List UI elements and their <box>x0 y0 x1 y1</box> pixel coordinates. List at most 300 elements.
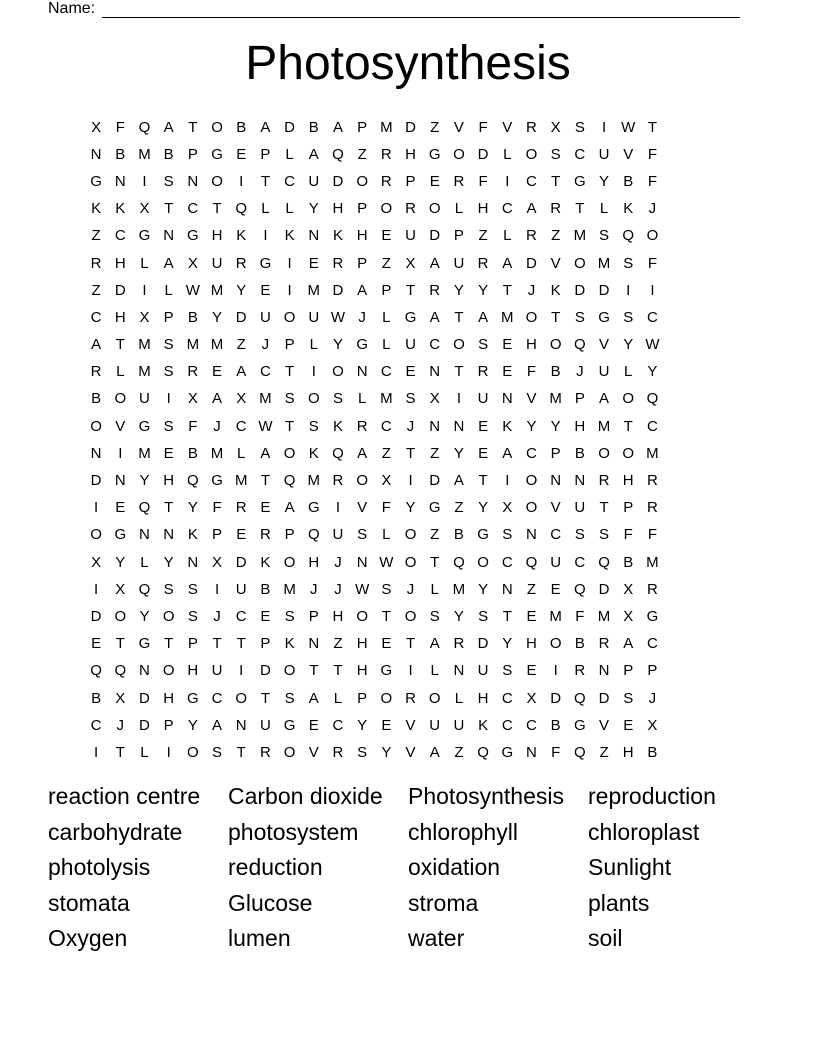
grid-letter: Q <box>574 580 586 598</box>
grid-letter: Z <box>430 526 440 544</box>
grid-letter: M <box>186 336 200 354</box>
grid-letter: S <box>502 662 513 680</box>
grid-letter: N <box>187 172 199 190</box>
grid-letter: R <box>380 145 392 163</box>
grid-letter: U <box>139 390 150 408</box>
grid-letter: P <box>623 662 634 680</box>
grid-letter: Q <box>187 472 199 490</box>
grid-row <box>84 522 665 549</box>
grid-letter: N <box>356 553 368 571</box>
grid-letter: K <box>284 227 295 245</box>
grid-letter: T <box>381 607 391 625</box>
grid-row <box>84 196 665 223</box>
grid-letter: J <box>213 417 221 435</box>
grid-letter: D <box>405 118 416 136</box>
grid-letter: N <box>356 363 368 381</box>
grid-letter: J <box>648 689 657 707</box>
grid-letter: D <box>235 553 247 571</box>
grid-letter: M <box>307 281 321 299</box>
grid-letter: N <box>308 635 320 653</box>
grid-letter: J <box>406 580 415 598</box>
grid-letter: G <box>307 499 320 517</box>
grid-letter: O <box>477 553 489 571</box>
grid-letter: I <box>335 499 341 517</box>
grid-letter: N <box>598 662 610 680</box>
grid-letter: M <box>210 444 224 462</box>
grid-letter: I <box>142 281 147 299</box>
grid-letter: I <box>166 743 171 761</box>
grid-letter: R <box>405 200 416 218</box>
grid-letter: E <box>381 227 392 245</box>
grid-letter: U <box>598 363 610 381</box>
grid-letter: R <box>453 635 465 653</box>
word-bank-item: reduction <box>228 854 323 880</box>
grid-letter: P <box>453 227 464 245</box>
grid-letter: S <box>163 580 174 598</box>
grid-letter: C <box>501 553 513 571</box>
grid-letter: S <box>599 526 610 544</box>
grid-letter: G <box>138 417 151 435</box>
grid-letter: S <box>284 689 295 707</box>
grid-letter: M <box>138 145 151 163</box>
grid-letter: O <box>187 743 199 761</box>
grid-row <box>84 576 665 603</box>
grid-letter: C <box>429 336 441 354</box>
grid-letter: H <box>114 254 126 272</box>
grid-row <box>84 168 665 195</box>
grid-letter: K <box>478 716 489 734</box>
grid-letter: L <box>357 390 367 408</box>
grid-letter: C <box>646 417 658 435</box>
word-bank-item: water <box>408 925 465 951</box>
grid-letter: C <box>235 607 247 625</box>
grid-letter: D <box>332 172 344 190</box>
grid-letter: O <box>332 363 344 381</box>
grid-letter: X <box>91 553 102 571</box>
grid-letter: R <box>405 689 416 707</box>
grid-letter: I <box>650 281 655 299</box>
grid-letter: R <box>90 363 102 381</box>
grid-letter: L <box>503 227 512 245</box>
grid-letter: D <box>550 689 562 707</box>
grid-letter: F <box>526 363 537 381</box>
grid-letter: K <box>284 635 295 653</box>
grid-letter: N <box>501 580 513 598</box>
grid-letter: N <box>308 227 320 245</box>
grid-letter: F <box>647 145 657 163</box>
grid-letter: O <box>404 607 417 625</box>
grid-letter: T <box>551 172 561 190</box>
grid-letter: B <box>308 118 319 136</box>
grid-letter: S <box>357 526 368 544</box>
grid-letter: R <box>526 227 537 245</box>
grid-letter: N <box>453 662 465 680</box>
grid-letter: O <box>646 227 659 245</box>
grid-letter: H <box>477 200 489 218</box>
grid-letter: O <box>525 472 538 490</box>
grid-letter: E <box>236 526 247 544</box>
grid-letter: X <box>139 200 150 218</box>
grid-letter: M <box>283 580 296 598</box>
grid-letter: Y <box>599 172 610 190</box>
grid-letter: D <box>429 472 441 490</box>
grid-row <box>84 603 665 630</box>
grid-letter: C <box>332 716 344 734</box>
grid-letter: G <box>114 526 127 544</box>
grid-letter: B <box>260 580 271 598</box>
grid-letter: U <box>259 308 271 326</box>
grid-letter: Y <box>453 607 464 625</box>
grid-letter: A <box>332 118 343 136</box>
grid-letter: Y <box>381 743 392 761</box>
grid-letter: Q <box>332 444 344 462</box>
grid-letter: N <box>501 390 513 408</box>
grid-letter: A <box>526 200 537 218</box>
grid-row <box>84 658 665 685</box>
grid-letter: Q <box>525 553 538 571</box>
grid-letter: W <box>330 308 346 326</box>
grid-letter: I <box>626 281 631 299</box>
grid-letter: S <box>623 308 634 326</box>
grid-letter: P <box>284 526 295 544</box>
grid-letter: N <box>429 417 441 435</box>
grid-letter: Y <box>163 553 174 571</box>
grid-letter: X <box>212 553 223 571</box>
grid-letter: U <box>477 662 489 680</box>
grid-letter: T <box>623 417 633 435</box>
grid-letter: I <box>214 580 220 598</box>
grid-letter: K <box>308 444 319 462</box>
grid-letter: U <box>477 390 489 408</box>
grid-letter: K <box>332 417 343 435</box>
grid-letter: T <box>188 118 198 136</box>
grid-row <box>84 413 665 440</box>
grid-letter: R <box>598 635 610 653</box>
grid-letter: P <box>163 308 174 326</box>
grid-letter: W <box>185 281 200 299</box>
word-bank-item: soil <box>588 925 623 951</box>
grid-letter: J <box>310 580 318 598</box>
grid-letter: A <box>478 308 489 326</box>
grid-letter: O <box>525 499 538 517</box>
grid-letter: U <box>550 553 562 571</box>
grid-letter: G <box>259 254 272 272</box>
grid-letter: P <box>212 526 223 544</box>
word-bank-item: stroma <box>408 889 479 916</box>
grid-letter: A <box>429 635 440 653</box>
grid-letter: F <box>478 172 488 190</box>
grid-letter: C <box>90 308 102 326</box>
grid-letter: C <box>259 363 271 381</box>
grid-letter: C <box>526 444 537 462</box>
grid-letter: T <box>236 635 246 653</box>
grid-letter: P <box>574 390 585 408</box>
grid-letter: F <box>212 499 222 517</box>
grid-letter: N <box>139 662 150 680</box>
grid-letter: V <box>550 499 561 517</box>
grid-letter: O <box>114 390 127 408</box>
grid-letter: X <box>429 390 440 408</box>
grid-letter: V <box>357 499 368 517</box>
grid-letter: E <box>236 145 247 163</box>
grid-letter: C <box>235 417 247 435</box>
grid-letter: R <box>259 743 271 761</box>
grid-letter: A <box>284 499 295 517</box>
grid-letter: D <box>259 662 271 680</box>
grid-letter: T <box>575 200 585 218</box>
grid-letter: S <box>502 526 513 544</box>
grid-letter: G <box>187 227 199 245</box>
grid-letter: W <box>621 118 636 136</box>
grid-letter: N <box>574 472 586 490</box>
grid-letter: Z <box>381 254 391 272</box>
grid-letter: V <box>550 254 561 272</box>
grid-letter: A <box>212 716 223 734</box>
grid-letter: F <box>551 743 561 761</box>
grid-letter: T <box>115 336 125 354</box>
grid-letter: Y <box>478 499 489 517</box>
grid-letter: G <box>380 662 393 680</box>
grid-letter: A <box>429 308 440 326</box>
grid-letter: M <box>138 336 151 354</box>
grid-letter: K <box>187 526 198 544</box>
grid-letter: U <box>574 499 586 517</box>
grid-letter: R <box>235 499 247 517</box>
grid-letter: Q <box>138 580 151 598</box>
grid-letter: S <box>574 118 585 136</box>
grid-row <box>84 114 665 141</box>
grid-letter: I <box>553 662 558 680</box>
grid-letter: G <box>404 308 417 326</box>
grid-letter: G <box>574 716 586 734</box>
grid-letter: S <box>187 607 198 625</box>
grid-letter: P <box>357 200 368 218</box>
grid-letter: M <box>597 254 611 272</box>
grid-letter: D <box>598 689 610 707</box>
grid-letter: P <box>284 336 295 354</box>
grid-letter: C <box>187 200 199 218</box>
grid-letter: D <box>526 254 537 272</box>
grid-letter: X <box>187 390 198 408</box>
grid-letter: R <box>574 662 586 680</box>
grid-letter: S <box>550 145 561 163</box>
grid-letter: S <box>429 607 440 625</box>
grid-letter: R <box>332 743 344 761</box>
grid-letter: I <box>239 172 244 190</box>
grid-row <box>84 250 665 277</box>
grid-letter: A <box>91 336 102 354</box>
grid-letter: O <box>356 472 368 490</box>
grid-letter: Y <box>236 281 247 299</box>
grid-letter: O <box>428 689 441 707</box>
grid-letter: U <box>405 227 416 245</box>
grid-letter: G <box>138 635 151 653</box>
grid-letter: U <box>308 308 320 326</box>
grid-letter: T <box>285 417 295 435</box>
grid-letter: T <box>647 118 657 136</box>
grid-letter: D <box>477 635 489 653</box>
grid-letter: Z <box>91 227 101 245</box>
grid-letter: F <box>478 118 488 136</box>
grid-letter: S <box>381 580 392 598</box>
grid-letter: S <box>623 254 634 272</box>
grid-letter: T <box>115 743 125 761</box>
grid-letter: Y <box>623 336 634 354</box>
grid-letter: C <box>380 417 392 435</box>
name-underline[interactable] <box>102 2 740 18</box>
grid-letter: A <box>357 281 368 299</box>
grid-letter: O <box>453 336 465 354</box>
grid-row <box>84 359 665 386</box>
grid-letter: H <box>574 417 586 435</box>
grid-letter: L <box>237 444 246 462</box>
grid-letter: O <box>211 172 223 190</box>
grid-letter: Y <box>187 499 198 517</box>
grid-letter: L <box>309 336 318 354</box>
grid-letter: R <box>332 254 344 272</box>
grid-letter: H <box>526 336 537 354</box>
grid-letter: Z <box>526 580 537 598</box>
grid-letter: Y <box>526 417 537 435</box>
grid-letter: J <box>527 281 536 299</box>
grid-letter: L <box>382 336 391 354</box>
grid-letter: R <box>332 472 344 490</box>
grid-letter: N <box>163 227 175 245</box>
page-title: Photosynthesis <box>245 37 571 90</box>
grid-row <box>84 386 665 413</box>
grid-letter: O <box>525 308 538 326</box>
grid-letter: U <box>308 172 320 190</box>
grid-letter: M <box>210 281 224 299</box>
grid-letter: N <box>114 172 126 190</box>
grid-letter: P <box>187 635 198 653</box>
grid-letter: L <box>454 689 464 707</box>
grid-letter: C <box>646 308 658 326</box>
grid-letter: T <box>260 472 270 490</box>
grid-letter: Y <box>550 417 561 435</box>
grid-letter: D <box>90 472 102 490</box>
grid-letter: K <box>236 227 247 245</box>
grid-letter: J <box>334 580 342 598</box>
grid-letter: O <box>356 607 368 625</box>
grid-letter: E <box>381 635 392 653</box>
grid-letter: Y <box>405 499 416 517</box>
grid-letter: V <box>405 743 416 761</box>
grid-letter: Y <box>502 635 513 653</box>
grid-letter: H <box>356 227 368 245</box>
grid-letter: Q <box>574 336 586 354</box>
grid-letter: Q <box>138 118 151 136</box>
grid-letter: P <box>187 145 198 163</box>
grid-row <box>84 277 665 304</box>
grid-letter: H <box>526 635 537 653</box>
grid-letter: Z <box>454 499 464 517</box>
grid-letter: M <box>573 227 587 245</box>
grid-letter: N <box>526 743 537 761</box>
grid-letter: Q <box>453 553 465 571</box>
grid-letter: O <box>453 145 465 163</box>
word-bank-item: chlorophyll <box>408 818 518 845</box>
grid-letter: D <box>429 227 441 245</box>
grid-letter: O <box>283 444 296 462</box>
grid-letter: T <box>430 553 440 571</box>
grid-letter: T <box>212 200 222 218</box>
grid-letter: G <box>138 227 151 245</box>
grid-letter: T <box>164 200 174 218</box>
grid-letter: N <box>187 553 199 571</box>
grid-letter: G <box>428 499 441 517</box>
grid-letter: U <box>598 145 610 163</box>
grid-letter: G <box>211 472 223 490</box>
grid-letter: A <box>429 254 440 272</box>
grid-letter: O <box>549 635 562 653</box>
name-label: Name: <box>48 0 100 17</box>
grid-letter: E <box>502 363 513 381</box>
grid-letter: M <box>380 118 393 136</box>
grid-letter: J <box>576 363 584 381</box>
grid-letter: Y <box>478 281 489 299</box>
grid-letter: X <box>115 580 126 598</box>
grid-letter: B <box>187 308 198 326</box>
grid-letter: O <box>622 444 635 462</box>
grid-letter: M <box>234 472 248 490</box>
grid-letter: B <box>115 145 126 163</box>
word-bank-item: oxidation <box>408 854 501 880</box>
grid-letter: V <box>526 390 537 408</box>
grid-letter: A <box>429 743 440 761</box>
grid-letter: C <box>574 553 586 571</box>
grid-letter: E <box>405 363 416 381</box>
grid-letter: H <box>622 472 634 490</box>
grid-letter: U <box>453 716 465 734</box>
name-field[interactable] <box>48 0 740 18</box>
grid-letter: R <box>453 172 465 190</box>
grid-letter: Y <box>187 716 198 734</box>
grid-letter: E <box>115 499 126 517</box>
grid-letter: U <box>259 716 271 734</box>
grid-letter: M <box>210 336 224 354</box>
grid-letter: O <box>90 526 102 544</box>
grid-letter: S <box>623 689 634 707</box>
grid-letter: R <box>356 417 368 435</box>
grid-letter: L <box>333 689 343 707</box>
grid-letter: A <box>212 390 223 408</box>
grid-letter: V <box>599 336 610 354</box>
grid-letter: M <box>597 417 611 435</box>
grid-letter: A <box>502 254 513 272</box>
grid-letter: P <box>308 607 319 625</box>
grid-letter: H <box>114 308 126 326</box>
grid-letter: X <box>236 390 247 408</box>
grid-letter: Y <box>212 308 223 326</box>
grid-letter: M <box>501 308 514 326</box>
grid-letter: J <box>648 200 657 218</box>
grid-letter: V <box>623 145 634 163</box>
grid-letter: E <box>163 444 174 462</box>
grid-letter: L <box>382 308 391 326</box>
grid-letter: B <box>550 363 561 381</box>
grid-letter: R <box>477 363 489 381</box>
grid-letter: N <box>90 145 102 163</box>
grid-letter: X <box>647 716 658 734</box>
grid-letter: Q <box>598 553 610 571</box>
grid-letter: E <box>260 607 271 625</box>
grid-letter: B <box>623 172 634 190</box>
grid-row <box>84 549 665 576</box>
grid-letter: O <box>549 336 562 354</box>
grid-letter: V <box>502 118 513 136</box>
grid-letter: O <box>622 390 635 408</box>
